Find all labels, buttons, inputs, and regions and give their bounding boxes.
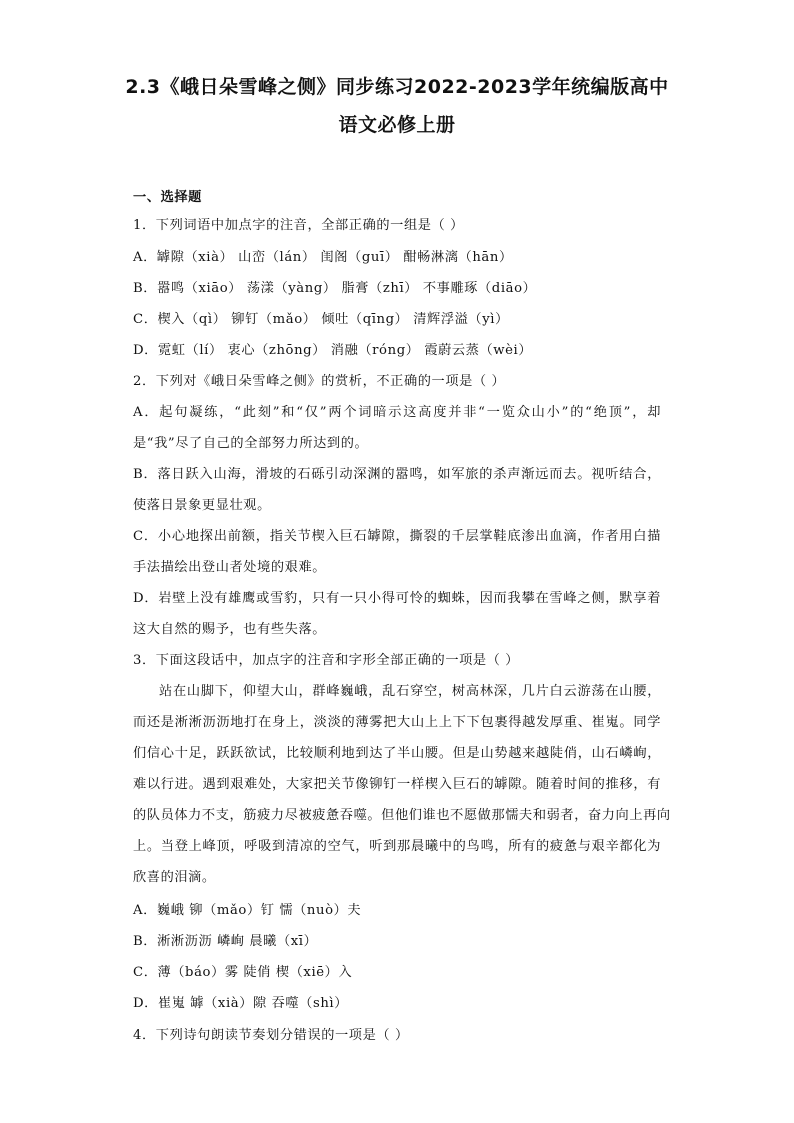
question-2-option-a-line-2: 是“我”尽了自己的全部努力所达到的。	[133, 436, 369, 451]
question-2-option-d-line-2: 这大自然的赐予，也有些失落。	[133, 622, 327, 637]
question-2-option-c-line-2: 手法描绘出登山者处境的艰难。	[133, 560, 327, 575]
question-1-option-c: C．楔入（qì） 铆钉（mǎo） 倾吐（qīng） 清辉浮溢（yì）	[133, 312, 509, 327]
question-2-option-b-line-2: 使落日景象更显壮观。	[133, 498, 271, 513]
question-1-option-d: D．霓虹（lí） 衷心（zhōng） 消融（róng） 霞蔚云蒸（wèi）	[133, 343, 533, 358]
question-1-option-b: B．嚣鸣（xiāo） 荡漾（yàng） 脂膏（zhī） 不事雕琢（diāo）	[133, 281, 537, 296]
question-2-option-b-line-1: B．落日跃入山海，滑坡的石砾引动深渊的嚣鸣，如军旅的杀声渐远而去。视听结合，	[133, 467, 661, 482]
question-3-option-a: A．巍峨 铆（mǎo）钉 懦（nuò）夫	[133, 903, 362, 918]
document-title-line-1: 2.3《峨日朵雪峰之侧》同步练习2022-2023学年统编版高中	[125, 76, 669, 98]
question-4-stem: 4．下列诗句朗读节奏划分错误的一项是（ ）	[133, 1028, 409, 1043]
question-2-option-d-line-1: D．岩壁上没有雄鹰或雪豹，只有一只小得可怜的蜘蛛，因而我攀在雪峰之侧，默享着	[133, 591, 661, 606]
question-3-passage-line-5: 的队员体力不支，筋疲力尽被疲惫吞噬。但他们谁也不愿做那懦夫和弱者，奋力向上再向	[133, 808, 671, 823]
question-3-passage-line-6: 上。当登上峰顶，呼吸到清凉的空气，听到那晨曦中的鸟鸣，所有的疲惫与艰辛都化为	[133, 839, 661, 854]
question-3-passage-line-7: 欣喜的泪滴。	[133, 870, 216, 885]
question-3-option-c: C．薄（báo）雾 陡俏 楔（xiē）入	[133, 965, 353, 980]
question-3-passage-line-4: 难以行进。遇到艰难处，大家把关节像铆钉一样楔入巨石的罅隙。随着时间的推移，有	[133, 777, 661, 792]
question-3-option-d: D．崔嵬 罅（xià）隙 吞噬（shì）	[133, 996, 349, 1011]
question-2-option-c-line-1: C．小心地探出前额，指关节楔入巨石罅隙，撕裂的千层掌鞋底渗出血滴，作者用白描	[133, 529, 661, 544]
question-3-stem: 3．下面这段话中，加点字的注音和字形全部正确的一项是（ ）	[133, 653, 520, 668]
section-heading: 一、选择题	[133, 190, 202, 205]
question-3-option-b: B．淅淅沥沥 嶙峋 晨曦（xī）	[133, 934, 318, 949]
question-3-passage-line-2: 而还是淅淅沥沥地打在身上，淡淡的薄雾把大山上上下下包裹得越发厚重、崔嵬。同学	[133, 715, 661, 730]
document-title-line-2: 语文必修上册	[338, 114, 456, 136]
question-3-passage-line-1: 站在山脚下，仰望大山，群峰巍峨，乱石穿空，树高林深，几片白云游荡在山腰，	[159, 684, 661, 699]
question-3-passage-line-3: 们信心十足，跃跃欲试，比较顺利地到达了半山腰。但是山势越来越陡俏，山石嶙峋，	[133, 746, 661, 761]
question-2-stem: 2．下列对《峨日朵雪峰之侧》的赏析，不正确的一项是（ ）	[133, 374, 506, 389]
question-2-option-a-line-1: A．起句凝练，“此刻”和“仅”两个词暗示这高度并非“一览众山小”的“绝顶”，却	[133, 405, 661, 420]
question-1-option-a: A．罅隙（xià） 山峦（lán） 闺阁（guī） 酣畅淋漓（hān）	[133, 250, 513, 265]
question-1-stem: 1．下列词语中加点字的注音，全部正确的一组是（ ）	[133, 218, 464, 233]
